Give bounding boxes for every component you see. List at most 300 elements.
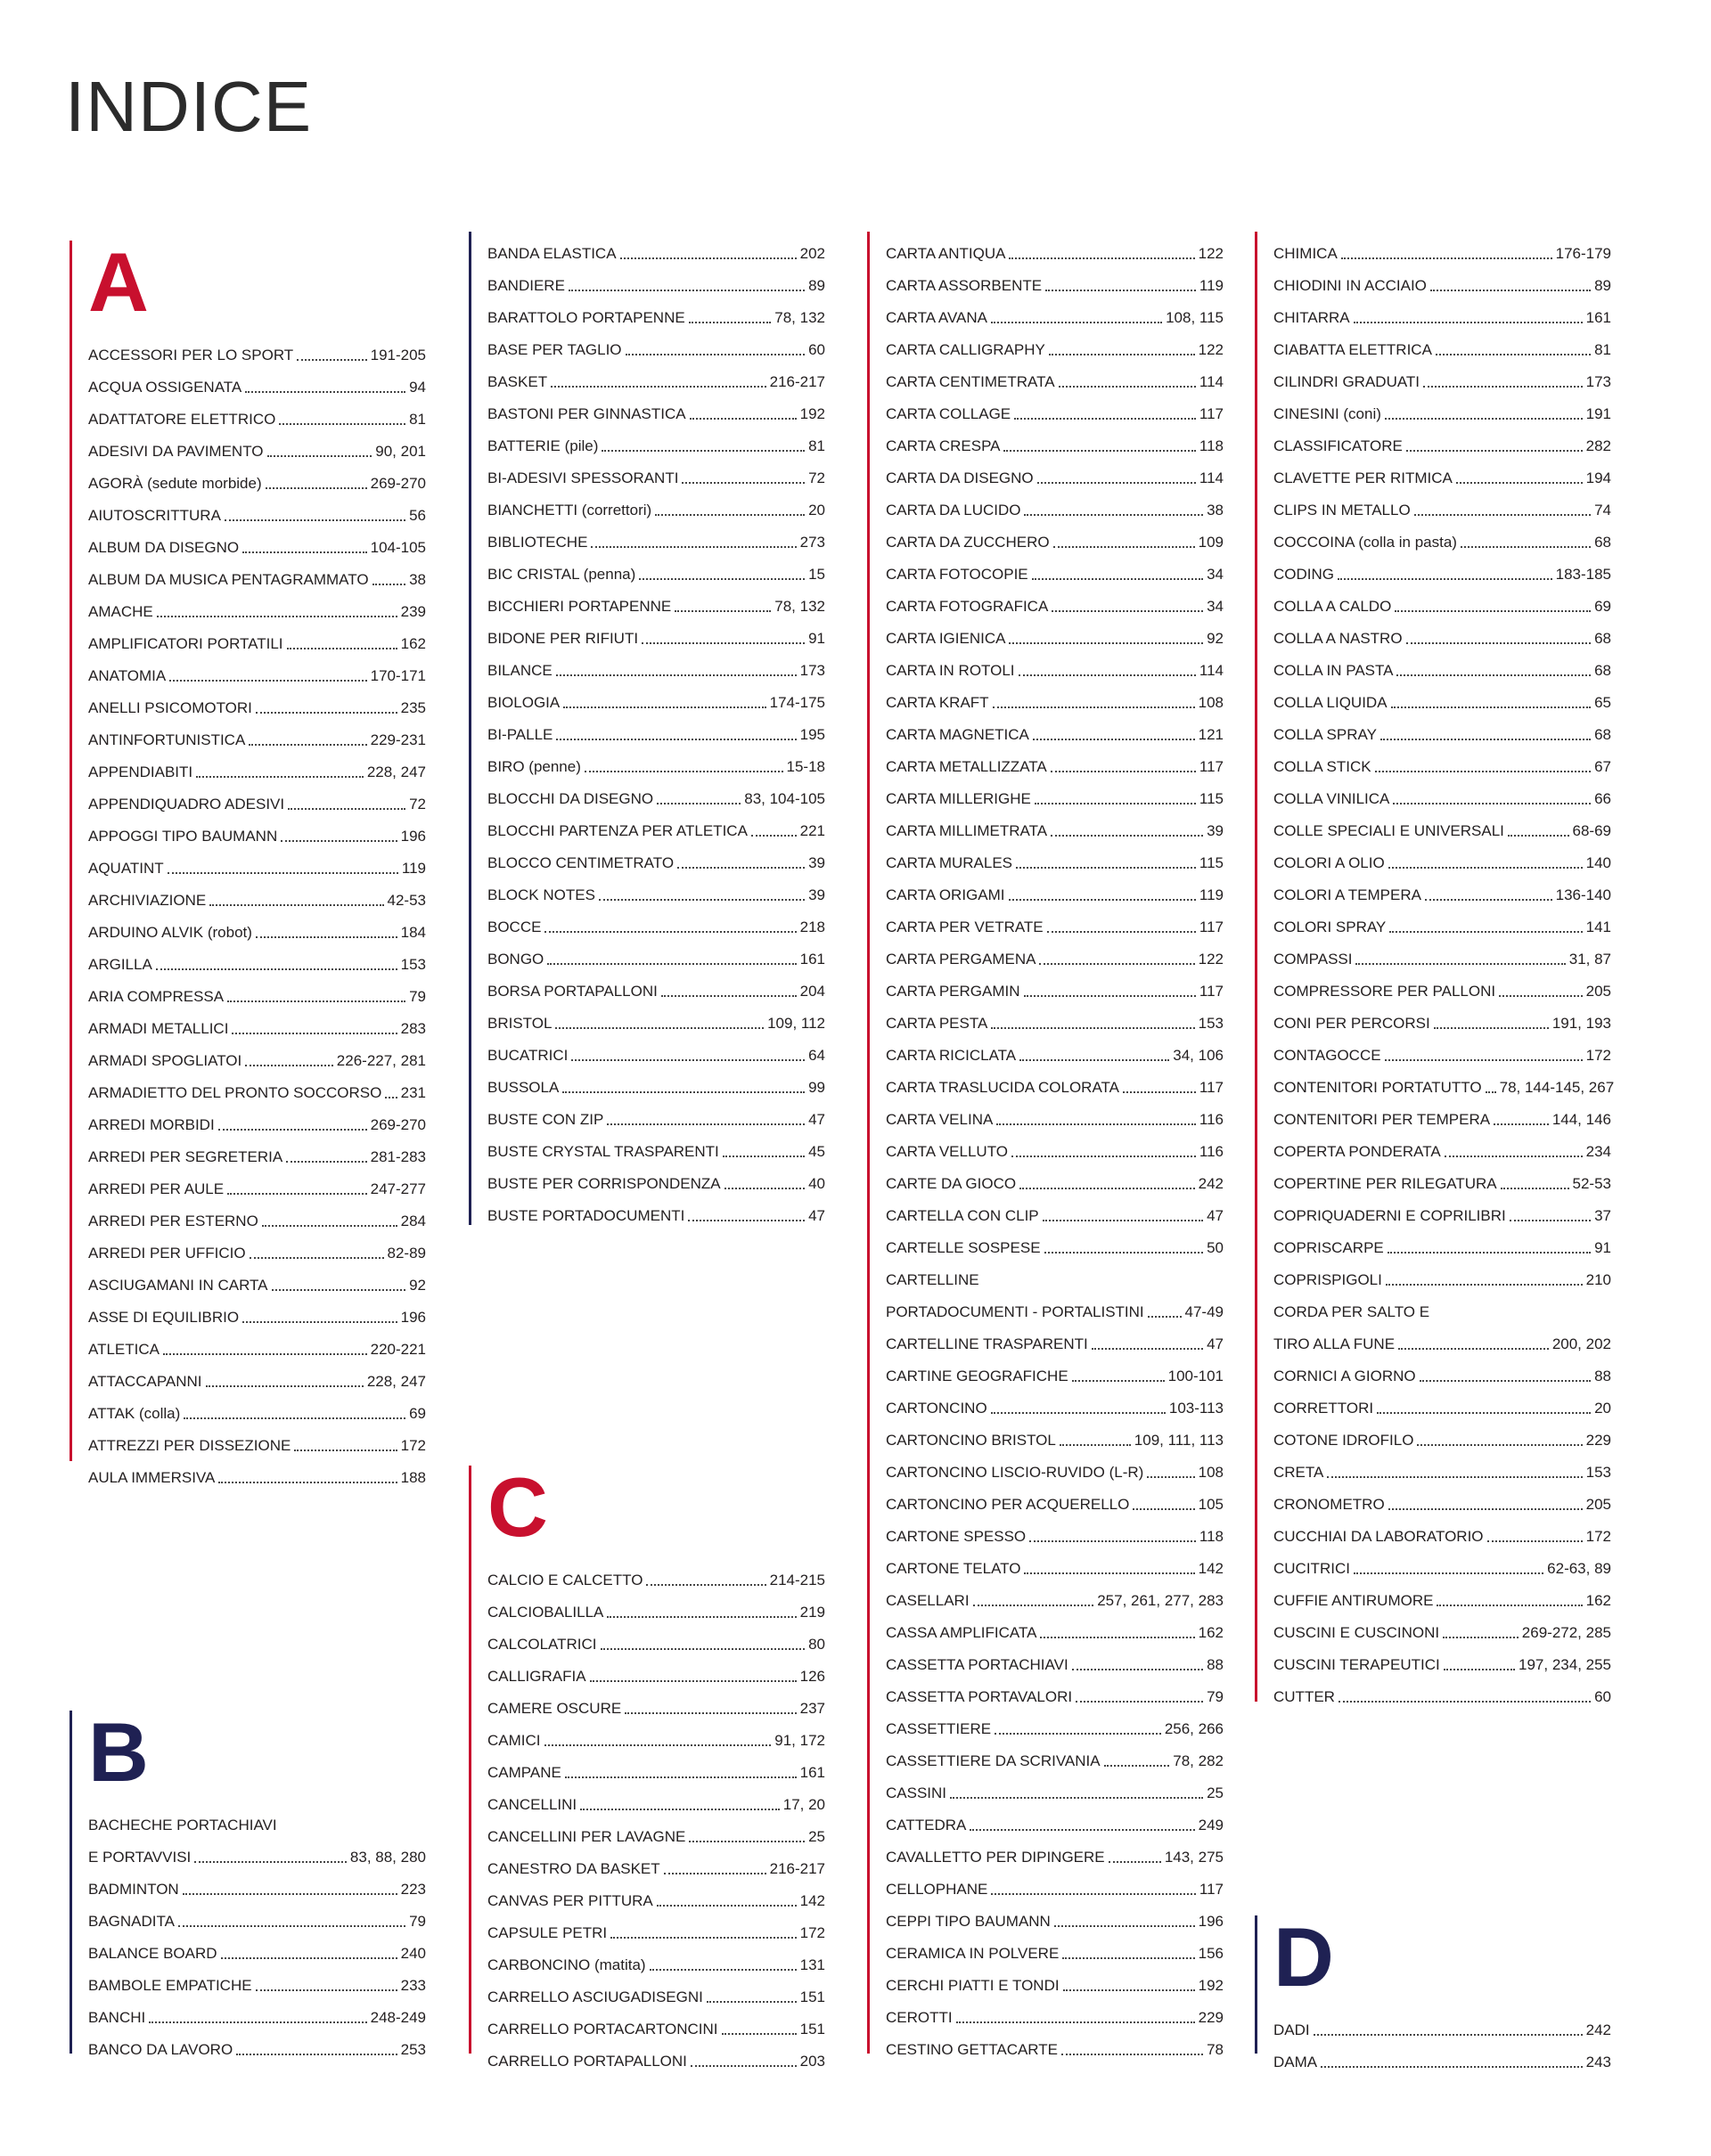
page-reference: 151 [799,2021,825,2038]
page-reference: 105 [1198,1496,1224,1513]
index-entry [886,1643,1224,1675]
index-term: CORNICI A GIORNO [1273,1368,1416,1384]
index-entry [1273,617,1611,649]
index-term: BANCO DA LAVORO [88,2041,233,2058]
index-term: AMACHE [88,603,153,620]
index-term: CAVALLETTO PER DIPINGERE [886,1849,1105,1866]
page-reference: 247-277 [370,1180,426,1197]
page-reference: 69 [409,1405,426,1422]
index-term: E PORTAVVISI [88,1849,192,1866]
page-reference: 90, 201 [375,443,426,460]
index-entry [487,905,825,937]
index-term: CALLIGRAFIA [487,1668,586,1685]
index-entry [1273,841,1611,873]
page-reference: 142 [1198,1560,1224,1577]
index-term: CARTA TRASLUCIDA COLORATA [886,1079,1119,1096]
dot-leader [206,1371,364,1387]
dot-leader [1009,243,1194,259]
page-reference: 88 [1594,1368,1611,1384]
index-term: CAMPANE [487,1764,561,1781]
page-reference: 188 [400,1469,426,1486]
index-entry [1273,392,1611,424]
index-term: ATLETICA [88,1341,160,1358]
index-term: CARTA AVANA [886,309,988,326]
index-term: ALBUM DA MUSICA PENTAGRAMMATO [88,571,369,588]
index-entry [88,1867,426,1899]
index-entry [88,750,426,782]
index-term: CARTA FOTOCOPIE [886,566,1028,583]
dot-leader [677,853,805,869]
index-term: BAGNADITA [88,1913,175,1930]
page-reference: 91 [808,630,825,647]
index-term: ACCESSORI PER LO SPORT [88,347,294,363]
dot-leader [995,1719,1161,1735]
page-reference: 109, 111, 113 [1134,1432,1224,1449]
dot-leader [149,2007,366,2023]
index-term: BIRO (penne) [487,758,581,775]
index-term: CARTONE SPESSO [886,1528,1027,1545]
dot-leader [1510,1205,1591,1221]
dot-leader [646,1570,765,1586]
page-reference: 229-231 [370,731,426,748]
dot-leader [1009,885,1196,901]
page-reference: 60 [808,341,825,358]
page-reference: 194 [1585,470,1611,486]
page-reference: 78 [1207,2041,1224,2058]
index-term: CONTAGOCCE [1273,1047,1381,1064]
index-term: ARREDI PER AULE [88,1180,225,1197]
dot-leader [1321,2052,1583,2068]
dot-leader [607,1602,796,1618]
index-entry [487,552,825,584]
dot-leader [1109,1847,1161,1863]
index-term: CARTA MILLIMETRATA [886,822,1048,839]
index-entry [1273,905,1611,937]
index-entry [88,1231,426,1263]
index-entry [886,1739,1224,1771]
index-term: CARTA ANTIQUA [886,245,1006,262]
dot-leader [991,1879,1196,1895]
dot-leader [1045,275,1196,291]
index-entry [88,1931,426,1964]
dot-leader [372,569,406,585]
dot-leader [1327,1462,1582,1478]
dot-leader [1019,660,1196,676]
page-reference: 31, 87 [1568,951,1611,968]
dot-leader [1338,564,1552,580]
index-entry [886,1547,1224,1579]
index-entry [1273,1515,1611,1547]
page-reference: 78, 132 [774,309,825,326]
dot-leader [751,821,797,837]
dot-leader [1024,981,1196,997]
page-reference: 221 [799,822,825,839]
index-term: BIBLIOTECHE [487,534,588,551]
dot-leader [266,473,367,489]
index-term: COLORI A OLIO [1273,854,1385,871]
dot-leader [267,441,372,457]
index-term: CALCIOBALILLA [487,1604,604,1621]
page-reference: 269-270 [370,1116,426,1133]
index-term: AMPLIFICATORI PORTATILI [88,635,283,652]
index-term: BATTERIE (pile) [487,437,599,454]
page-reference: 109, 112 [767,1015,825,1032]
index-list-b-continued [487,232,825,1226]
index-term: CARTA MILLERIGHE [886,790,1031,807]
index-term: CEROTTI [886,2009,953,2026]
page-reference: 89 [1594,277,1611,294]
page-reference: 78, 132 [774,598,825,615]
section-b [70,1705,426,2058]
dot-leader [1494,1109,1549,1125]
dot-leader [250,1243,384,1259]
page-reference: 172 [1585,1047,1611,1064]
index-term: BUSTE PER CORRISPONDENZA [487,1175,721,1192]
index-entry [1273,1482,1611,1515]
index-entry [487,809,825,841]
index-term: CARTELLA CON CLIP [886,1207,1039,1224]
index-term: COLORI A TEMPERA [1273,886,1421,903]
index-entry [886,1130,1224,1162]
index-entry [88,911,426,943]
index-term: CARTONE TELATO [886,1560,1021,1577]
page-reference: 235 [400,699,426,716]
dot-leader [1385,404,1583,420]
index-term: TIRO ALLA FUNE [1273,1335,1396,1352]
index-entry [1273,456,1611,488]
index-term: ADATTATORE ELETTRICO [88,411,276,428]
index-term: CHITARRA [1273,309,1350,326]
page-reference: 239 [400,603,426,620]
index-term: ATTAK (colla) [88,1405,181,1422]
index-term: CODING [1273,566,1334,583]
index-entry [88,365,426,397]
section-letter-d: D [1273,1910,1334,2004]
index-entry [886,713,1224,745]
dot-leader [1053,532,1195,548]
index-entry [487,1066,825,1098]
dot-leader [650,1955,797,1971]
page-reference: 191-205 [370,347,426,363]
dot-leader [657,1891,797,1907]
page-reference: 80 [808,1636,825,1653]
page-reference: 89 [808,277,825,294]
page-reference: 64 [808,1047,825,1064]
index-entry [886,809,1224,841]
page-reference: 115 [1199,790,1224,807]
page-reference: 38 [1207,502,1224,519]
index-term: CARTELLINE TRASPARENTI [886,1335,1088,1352]
index-term: COPERTA PONDERATA [1273,1143,1441,1160]
dot-leader [1072,1654,1203,1670]
page-reference: 83, 104-105 [744,790,825,807]
dot-leader [723,1141,805,1157]
index-term: BOCCE [487,919,542,935]
index-term: CARTA PERGAMENA [886,951,1036,968]
page-reference: 142 [799,1892,825,1909]
page-reference: 256, 266 [1164,1720,1224,1737]
index-term: CANESTRO DA BASKET [487,1860,660,1877]
index-term: ARREDI PER UFFICIO [88,1245,246,1262]
page-reference: 34 [1207,598,1224,615]
page-reference: 68 [1594,630,1611,647]
dot-leader [385,1082,397,1098]
dot-leader [1389,917,1582,933]
index-term: COLLA A CALDO [1273,598,1392,615]
page-reference: 273 [799,534,825,551]
index-term: ARIA COMPRESSA [88,988,225,1005]
dot-leader [178,1911,405,1927]
index-entry [88,1103,426,1135]
page-reference: 114 [1199,373,1224,390]
dot-leader [1024,1558,1194,1574]
index-entry [886,1867,1224,1899]
index-term: CARTA PERGAMIN [886,983,1020,1000]
index-term: CARTA PER VETRATE [886,919,1044,935]
index-term: CARTE DA GIOCO [886,1175,1017,1192]
index-list-c-col2 [487,1558,825,2071]
index-term: COLLA A NASTRO [1273,630,1403,647]
dot-leader [1377,1398,1591,1414]
index-entry [487,1001,825,1033]
page-reference: 117 [1199,983,1224,1000]
dot-leader [655,500,805,516]
dot-leader [585,756,783,772]
page-reference: 78, 144-145, 267 [1499,1079,1615,1096]
page-reference: 81 [808,437,825,454]
index-entry [886,1033,1224,1066]
index-term: CARTA DA DISEGNO [886,470,1034,486]
page-reference: 253 [400,2041,426,2058]
dot-leader [625,1698,796,1714]
section-b-continued [469,232,825,1225]
index-term: ADESIVI DA PAVIMENTO [88,443,264,460]
index-entry [88,654,426,686]
index-term: CARTA PESTA [886,1015,988,1032]
index-entry [886,841,1224,873]
dot-leader [256,1975,397,1991]
dot-leader [1487,1526,1583,1542]
index-entry [88,1135,426,1167]
page-reference: 47-49 [1184,1303,1224,1320]
index-entry [886,745,1224,777]
dot-leader [281,826,397,842]
page-reference: 50 [1207,1239,1224,1256]
page-reference: 15-18 [786,758,825,775]
index-entry [487,1975,825,2007]
index-term: AULA IMMERSIVA [88,1469,216,1486]
page-reference: 108 [1198,1464,1224,1481]
page-reference: 37 [1594,1207,1611,1224]
page-reference: 60 [1594,1688,1611,1705]
index-entry [886,1194,1224,1226]
index-term: ARGILLA [88,956,152,973]
index-entry [886,649,1224,681]
index-term: CONI PER PERCORSI [1273,1015,1430,1032]
index-entry [88,1835,426,1867]
index-entry [487,1943,825,1975]
index-entry [1273,1322,1611,1354]
page-reference: 156 [1198,1945,1224,1962]
index-term: BUSTE CON ZIP [487,1111,604,1128]
index-term: CHIODINI IN ACCIAIO [1273,277,1427,294]
page-reference: 20 [1594,1400,1611,1417]
page-reference: 115 [1199,854,1224,871]
page-reference: 204 [799,983,825,1000]
index-entry [487,1098,825,1130]
index-term: CARTA CALLIGRAPHY [886,341,1045,358]
dot-leader [1388,853,1583,869]
index-term: ANTINFORTUNISTICA [88,731,246,748]
page-reference: 143, 275 [1164,1849,1224,1866]
index-entry [1273,1675,1611,1707]
index-term: APPOGGI TIPO BAUMANN [88,828,278,845]
page-reference: 243 [1585,2054,1611,2070]
page-reference: 52-53 [1572,1175,1611,1192]
dot-leader [1406,628,1592,644]
index-term: COPRISPIGOLI [1273,1271,1382,1288]
dot-leader [996,1109,1196,1125]
index-entry [886,1611,1224,1643]
index-term: COPRIQUADERNI E COPRILIBRI [1273,1207,1506,1224]
index-entry [487,1879,825,1911]
index-term: CILINDRI GRADUATI [1273,373,1420,390]
page-reference: 65 [1594,694,1611,711]
page-reference: 25 [808,1828,825,1845]
page-reference: 119 [401,860,426,877]
page-reference: 248-249 [370,2009,426,2026]
index-entry [88,1007,426,1039]
dot-leader [607,1109,805,1125]
index-entry [886,1675,1224,1707]
index-term: ARMADI METALLICI [88,1020,229,1037]
index-term: BIC CRISTAL (penna) [487,566,636,583]
page-reference: 72 [409,796,426,813]
index-entry [88,1964,426,1996]
index-term: PORTADOCUMENTI - PORTALISTINI [886,1303,1144,1320]
index-entry [88,397,426,429]
index-term: COCCOINA (colla in pasta) [1273,534,1457,551]
page-reference: 92 [1207,630,1224,647]
index-term: CIABATTA ELETTRICA [1273,341,1432,358]
dot-leader [245,377,405,393]
dot-leader [218,1467,397,1483]
index-entry [1273,1386,1611,1418]
dot-leader [221,1943,397,1959]
page-reference: 141 [1585,919,1611,935]
page-reference: 108, 115 [1166,309,1224,326]
page-reference: 192 [1198,1977,1224,1994]
dot-leader [591,532,796,548]
index-entry [88,1295,426,1327]
page-reference: 78, 282 [1173,1752,1224,1769]
page-reference: 281-283 [370,1148,426,1165]
page-reference: 140 [1585,854,1611,871]
dot-leader [287,633,397,649]
dot-leader [279,409,405,425]
index-term: CARTA VELLUTO [886,1143,1008,1160]
dot-leader [1049,339,1195,355]
index-term: CAPSULE PETRI [487,1924,608,1941]
index-entry [487,1558,825,1590]
index-entry [1273,873,1611,905]
dot-leader [156,954,397,970]
index-entry [487,1815,825,1847]
dot-leader [661,981,797,997]
section-c [469,1460,825,2070]
page-reference: 39 [808,886,825,903]
index-term: APPENDIABITI [88,764,193,780]
section-letter-c: C [487,1460,548,1554]
dot-leader [1444,1654,1515,1670]
dot-leader [256,922,397,938]
index-term: CARTONCINO BRISTOL [886,1432,1056,1449]
index-term: CARTONCINO LISCIO-RUVIDO (L-R) [886,1464,1144,1481]
index-entry [487,296,825,328]
index-term: CARTA FOTOGRAFICA [886,598,1049,615]
index-entry [886,777,1224,809]
dot-leader [1355,949,1565,965]
page-reference: 161 [1585,309,1611,326]
index-term: CHIMICA [1273,245,1338,262]
index-entry [1273,2008,1611,2040]
section-a [70,235,426,1486]
page-reference: 144, 146 [1551,1111,1611,1128]
dot-leader [1009,628,1203,644]
index-entry [886,873,1224,905]
page-reference: 203 [799,2053,825,2070]
index-entry [886,1001,1224,1033]
dot-leader [1047,917,1196,933]
page-reference: 242 [1198,1175,1224,1192]
page-reference: 153 [400,956,426,973]
page-reference: 191, 193 [1551,1015,1611,1032]
dot-leader [970,1815,1194,1831]
index-entry [487,1590,825,1622]
page-reference: 118 [1199,437,1224,454]
index-entry [886,2028,1224,2060]
index-term: AIUTOSCRITTURA [88,507,221,524]
section-c-col3 [867,232,1224,2058]
index-term: CARTA MURALES [886,854,1013,871]
index-term: CASSINI [886,1784,947,1801]
section-letter-a: A [88,235,149,329]
index-entry [1273,584,1611,617]
page-reference: 131 [799,1956,825,1973]
index-entry [1273,264,1611,296]
index-term: BUSTE PORTADOCUMENTI [487,1207,685,1224]
dot-leader [725,1173,805,1189]
index-entry [88,782,426,814]
index-entry [1273,1258,1611,1290]
dot-leader [184,1403,405,1419]
index-term: CINESINI (coni) [1273,405,1381,422]
dot-leader [580,1794,780,1810]
index-entry [487,1911,825,1943]
index-entry [1273,1033,1611,1066]
index-term: ASCIUGAMANI IN CARTA [88,1277,268,1294]
index-entry [1273,1579,1611,1611]
dot-leader [1019,1173,1195,1189]
index-term: CUCITRICI [1273,1560,1350,1577]
page-reference: 42-53 [387,892,426,909]
dot-leader [262,1211,397,1227]
index-list-c-col4 [1273,232,1615,1707]
index-list-d [1273,2008,1611,2072]
index-entry [487,841,825,873]
index-entry [886,584,1224,617]
index-term: BICCHIERI PORTAPENNE [487,598,672,615]
